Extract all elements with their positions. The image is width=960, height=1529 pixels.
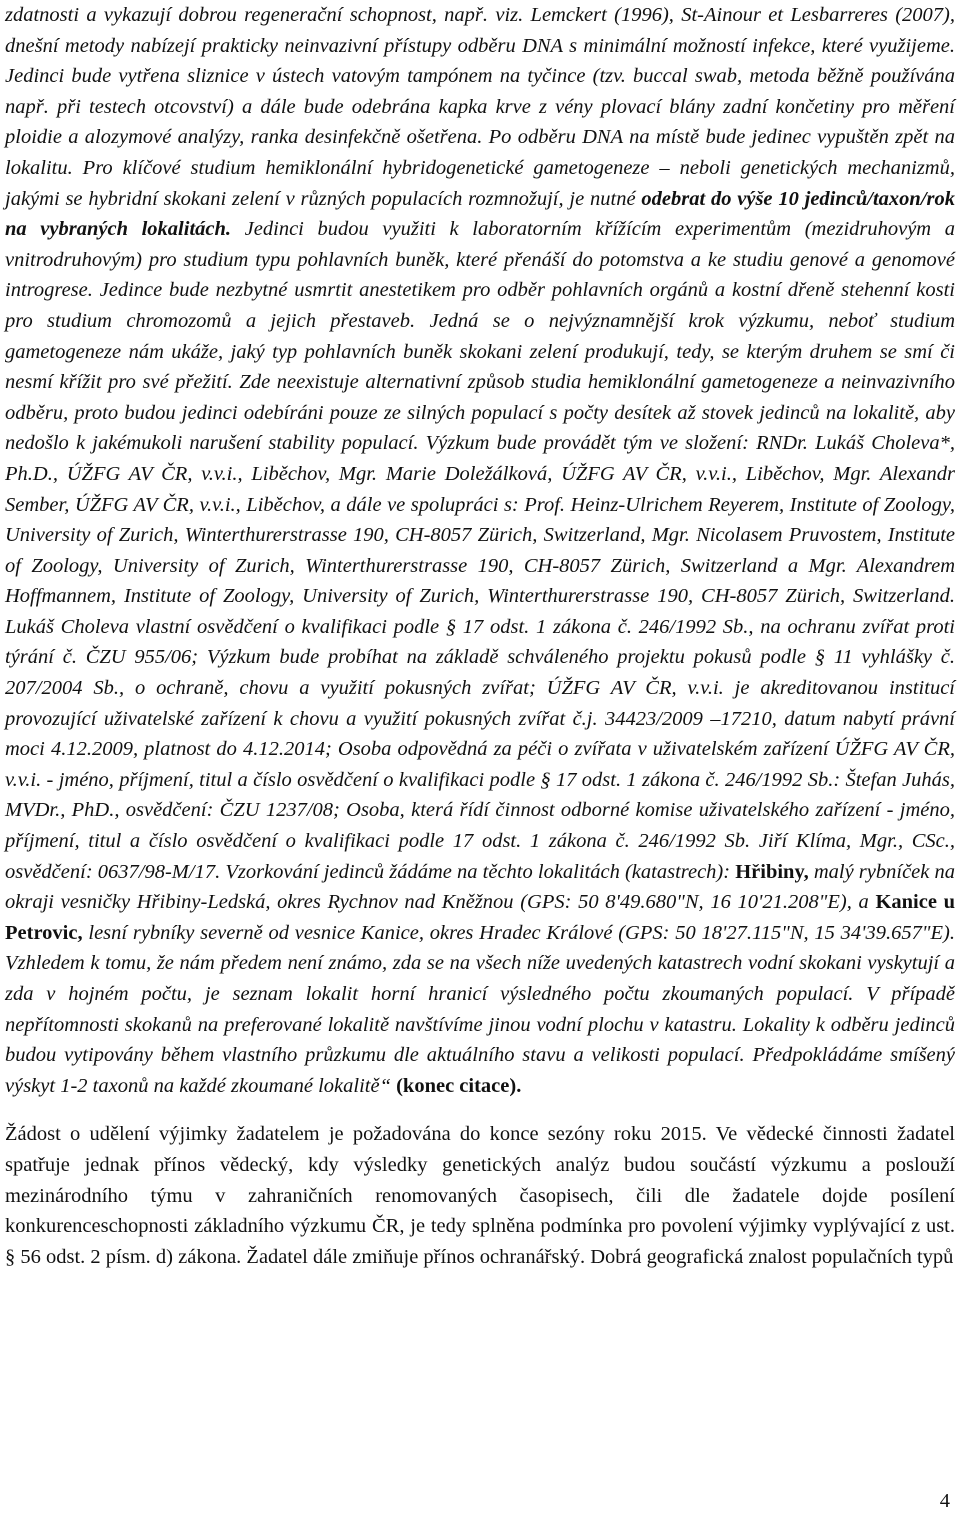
text-run: Jedinci budou využiti k laboratorním křížícím experimentům (mezidruhovým a vnitrodruhovým) pro studium typu pohlavních buněk, které přenáší do potomstva a ke studiu genové a genomové introgrese. Jedince bude nezbytné usmrtit anestetikem pro odběr pohlavních orgánů a kostní dřeně stehenní kosti pro studium chromozomů a jejich přestaveb. Jedná se o nejvýznamnější krok výzkumu, neboť studium gametogeneze nám ukáže, jaký typ pohlavních buněk skokani zelení produkují, tedy, se kterým druhem se smí či nesmí křížit pro své přežití. Zde neexistuje alternativní způsob studia hemiklonální gametogeneze a neinvazivního odběru, proto budou jedinci odebíráni pouze ze silných populací s počty desítek až stovek jedinců na lokalitě, aby nedošlo k jakémukoli narušení stability populací. Výzkum bude provádět tým ve složení: RNDr. Lukáš Choleva*, Ph.D., ÚŽFG AV ČR, v.v.i., Liběchov, Mgr. Marie Doležálková, ÚŽFG AV ČR, v.v.i., Liběchov, Mgr. Alexandr Sember, ÚŽFG AV ČR, v.v.i., Liběchov, a dále ve spolupráci s: Prof. Heinz-Ulrichem Reyerem, Institute of Zoology, University of Zurich, Winterthurerstrasse 190, CH-8057 Zürich, Switzerland, Mgr. Nicolasem Pruvostem, Institute of Zoology, University of Zurich, Winterthurerstrasse 190, CH-8057 Zürich, Switzerland a Mgr. Alexandrem Hoffmannem, Institute of Zoology, University of Zurich, Winterthurerstrasse 190, CH-8057 Zürich, Switzerland. Lukáš Choleva vlastní osvědčení o kvalifikaci podle § 17 odst. 1 zákona č. 246/1992 Sb., na ochranu zvířat proti týrání č. ČZU 955/06; Výzkum bude probíhat na základě schváleného projektu pokusů podle § 11 vyhlášky č. 207/2004 Sb., o ochraně, chovu a využití pokusných zvířat; ÚŽFG AV ČR, v.v.i. je akreditovanou institucí provozující uživatelské zařízení k chovu a využití pokusných zvířat č.j. 34423/2009 –17210, datum nabytí právní moci 4.12.2009, platnost do 4.12.2014; Osoba odpovědná za péči o zvířata v uživatelském zařízení ÚŽFG AV ČR, v.v.i. - jméno, příjmení, titul a číslo osvědčení o kvalifikaci podle § 17 odst. 1 zákona č. 246/1992 Sb.: Štefan Juhás, MVDr., PhD., osvědčení: ČZU 1237/08; Osoba, která řídí činnost odborné komise uživatelského zařízení - jméno, příjmení, titul a číslo osvědčení o kvalifikaci podle 17 odst. 1 zákona č. 246/1992 Sb. Jiří Klíma, Mgr., CSc., osvědčení: 0637/98-M/17. Vzorkování jedinců žádáme na těchto lokalitách (katastrech): (5, 218, 956, 883)
citation-end-marker: (konec citace). (396, 1074, 522, 1097)
page-number: 4 (939, 1490, 950, 1512)
text-run: Žádost o udělení výjimky žadatelem je požadována do konce sezóny roku 2015. Ve vědecké činnosti žadatel spatřuje jednak přínos vědecký, kdy výsledky genetických analýz budou součástí výzkumu a poslouží mezinárodního týmu v zahraničních renomovaných časopisech, čili dle žadatele dojde posílení konkurenceschopnosti základního výzkumu ČR, je tedy splněna podmínka pro povolení výjimky vyplývající z ust. § 56 odst. 2 písm. d) zákona. Žadatel dále zmiňuje přínos ochranářský. Dobrá geografická znalost populačních typů (5, 1123, 955, 1268)
locality-name-hribiny: Hřibiny, (735, 860, 809, 883)
locality-name-kanice: Kanice u Petrovic, (5, 891, 955, 944)
text-run: lesní rybníky severně od vesnice Kanice, okres Hradec Králové (GPS: 50 18'27.115"N, 15 34'39.657"E). Vzhledem k tomu, že nám předem není známo, zda se na všech níže uvedených katastrech vodní skokani vyskytují a zda v hojném počtu, je seznam lokalit horní hranicí výsledného počtu zkoumaných populací. V případě nepřítomnosti skokanů na preferované lokalitě navštívíme jinou vodní plochu v katastru. Lokality k odběru jedinců budou vytipovány během vlastního průzkumu dle aktuálního stavu a velikosti populací. Předpokládáme smíšený výskyt 1-2 taxonů na každé zkoumané lokalitě“ (5, 921, 955, 1097)
text-run: zdatnosti a vykazují dobrou regenerační schopnost, např. viz. Lemckert (1996), St-Ainour et Lesbarreres (2007), dnešní metody nabízejí prakticky neinvazivní přístupy odběru DNA s minimální možností infekce, které využijeme. Jedinci bude vytřena sliznice v ústech vatovým tampónem na tyčince (tzv. buccal swab, metoda běžně používána např. při testech otcovství) a dále bude odebrána kapka krve z vény plovací blány zadní končetiny pro měření ploidie a alozymové analýzy, ranka desinfekčně ošetřena. Po odběru DNA na místě bude jedinec vypuštěn zpět na lokalitu. (5, 4, 955, 179)
document-page (5, 0, 955, 1272)
text-run-emphasis: odebrat do výše 10 jedinců/taxon/rok na vybraných lokalitách. (5, 187, 955, 241)
text-run: malý rybníček na okraji vesničky Hřibiny-Ledská, okres Rychnov nad Kněžnou (GPS: 50 8'49.680"N, 16 10'21.208"E), a (5, 860, 955, 914)
paragraph-exemption-request (5, 1119, 955, 1272)
text-run: Pro klíčové studium hemiklonální hybridogenetické gametogeneze – neboli genetických mechanizmů, jakými se hybridní skokani zelení v různých populacích rozmnožují, je nutné (5, 156, 955, 210)
paragraph-method-citation (5, 0, 955, 1101)
